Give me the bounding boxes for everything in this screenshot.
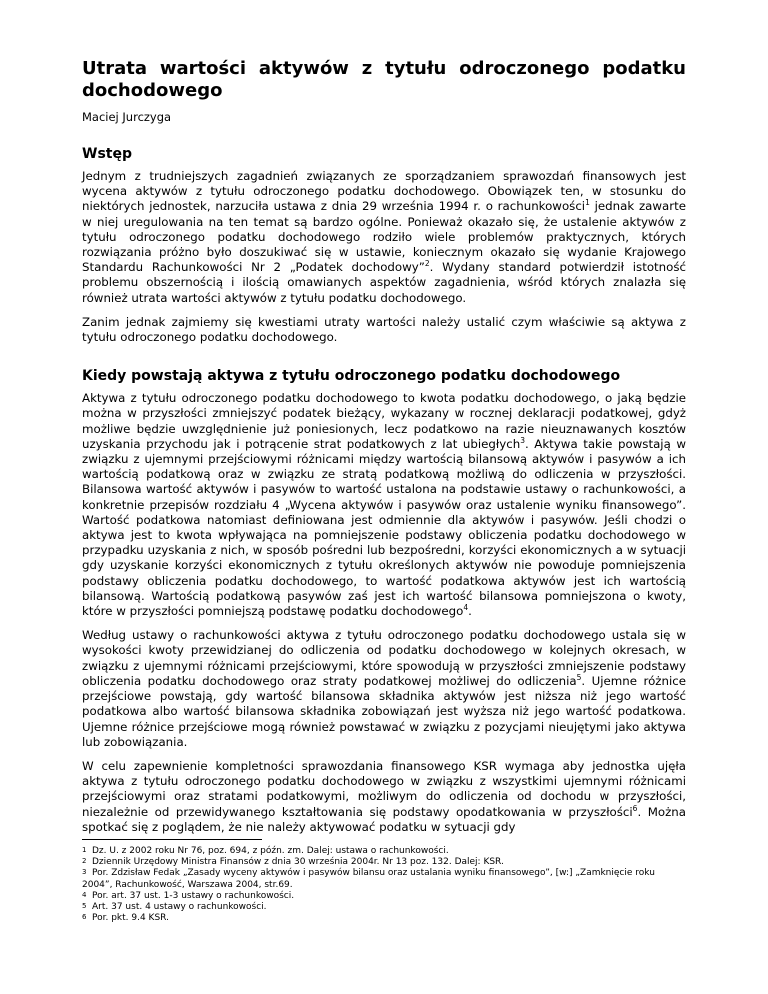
footnote-item: 1 Dz. U. z 2002 roku Nr 76, poz. 694, z późn. zm. Dalej: ustawa o rachunkowości.: [82, 845, 449, 856]
document-title: Utrata wartości aktywów z tytułu odroczonego podatku dochodowego: [82, 58, 686, 101]
footnote-item: 3 Por. Zdzisław Fedak „Zasady wyceny aktywów i pasywów bilansu oraz ustalania wyniku finansowego”, [w:] „Zamknięcie roku 2004”, Rachunkowość, Warszawa 2004, str.69.: [82, 868, 655, 890]
section-heading-deferred-tax-assets: Kiedy powstają aktywa z tytułu odroczonego podatku dochodowego: [82, 368, 621, 385]
footnote-item: 5 Art. 37 ust. 4 ustawy o rachunkowości.: [82, 901, 267, 912]
section2-paragraph-3: W celu zapewnienie kompletności sprawozdania finansowego KSR wymaga aby jednostka ujęła aktywa z tytułu odroczonego podatku dochodowego w związku z wszystkimi ujemnymi różnicami przejściowymi oraz stratami podatkowymi, możliwym do odliczenia od dochodu w przyszłości, niezależnie od przewidywanego kształtowania się podstawy opodatkowania w przyszłości$^6$. Można spotkać się z poglądem, że nie należy aktywować podatku w sytuacji gdy: [82, 758, 686, 834]
footnote-separator: [82, 839, 262, 840]
intro-paragraph-1: Jednym z trudniejszych zagadnień związanych ze sporządzaniem sprawozdań finansowych jest wycena aktywów z tytułu odroczonego podatku dochodowego. Obowiązek ten, w stosunku do niektórych jednostek, narzuciła ustawa z dnia 29 września 1994 r. o rachunkowości$^1$ jednak zawarte w niej uregulowania na ten temat są bardzo ogólne. Ponieważ okazało się, że ustalenie aktywów z tytułu odroczonego podatku dochodowego rodziło wiele problemów praktycznych, których rozwiązania próżno było doszukiwać się w ustawie, koniecznym okazało się wydanie Krajowego Standardu Rachunkowości Nr 2 „Podatek dochodowy”$^2$. Wydany standard potwierdził istotność problemu obszernością i ilością omawianych aspektów zagadnienia, wśród których znalazła się również utrata wartości aktywów z tytułu podatku dochodowego.: [82, 169, 686, 305]
footnote-ref-1[interactable]: 1: [585, 198, 590, 208]
document-page: [82, 58, 686, 924]
footnote-item: 6 Por. pkt. 9.4 KSR.: [82, 913, 169, 924]
author-name: Maciej Jurczyga: [82, 110, 172, 124]
intro-paragraph-2: Zanim jednak zajmiemy się kwestiami utraty wartości należy ustalić czym właściwie są aktywa z tytułu odroczonego podatku dochodowego.: [82, 314, 686, 345]
footnote-ref-5[interactable]: 5: [576, 672, 582, 682]
section2-paragraph-2: Według ustawy o rachunkowości aktywa z tytułu odroczonego podatku dochodowego ustala się w wysokości kwoty przewidzianej do odliczenia od podatku dochodowego w kolejnych okresach, w związku z ujemnymi różnicami przejściowymi, które spowodują w przyszłości zmniejszenie podstawy obliczenia podatku dochodowego oraz straty podatkowej możliwej do odliczenia$^5$. Ujemne różnice przejściowe powstają, gdy wartość bilansowa składnika aktywów jest niższa niż jego wartość podatkowa albo wartość bilansowa składnika zobowiązań jest wyższa niż jego wartość podatkowa. Ujemne różnice przejściowe mogą również powstawać w związku z pozycjami nieujętymi jako aktywa lub zobowiązania.: [82, 628, 686, 749]
footnotes: [82, 846, 686, 924]
footnote-ref-4[interactable]: 4: [463, 603, 469, 613]
section2-paragraph-1: Aktywa z tytułu odroczonego podatku dochodowego to kwota podatku dochodowego, o jaką będzie można w przyszłości zmniejszyć podatek bieżący, wykazany w rocznej deklaracji podatkowej, gdyż możliwe będzie uwzględnienie już poniesionych, lecz podatkowo na razie nieuznawanych kosztów uzyskania przychodu jak i potrącenie strat podatkowych z lat ubiegłych$^3$. Aktywa takie powstają w związku z ujemnymi przejściowymi różnicami między wartością bilansową aktywów i pasywów a ich wartością podatkową oraz w związku ze stratą podatkową możliwą do odliczenia w przyszłości. Bilansowa wartość aktywów i pasywów to wartość ustalona na podstawie ustawy o rachunkowości, a konkretnie przepisów rozdziału 4 „Wycena aktywów i pasywów oraz ustalenie wyniku finansowego”. Wartość podatkowa natomiast definiowana jest odmiennie dla aktywów i pasywów. Jeśli chodzi o aktywa jest to kwota wpływająca na pomniejszenie podstawy obliczenia podatku dochodowego w przypadku uzyskania z nich, w sposób pośredni lub bezpośredni, korzyści ekonomicznych a w sytuacji gdy uzyskanie korzyści ekonomicznych z tytułu określonych aktywów nie powoduje pomniejszenia podstawy obliczenia podatku dochodowego, to wartość podatkowa aktywów jest ich wartością bilansową. Wartością podatkową pasywów zaś jest ich wartość bilansowa pomniejszona o kwoty, które w przyszłości pomniejszą podstawę podatku dochodowego$^4$.: [82, 391, 686, 619]
footnote-item: 2 Dziennik Urzędowy Ministra Finansów z dnia 30 września 2004r. Nr 13 poz. 132. Dalej: KSR.: [82, 857, 504, 868]
section-heading-intro: Wstęp: [82, 146, 132, 162]
footnote-ref-3[interactable]: 3: [520, 435, 525, 445]
footnote-ref-2[interactable]: 2: [424, 259, 430, 269]
footnote-ref-6[interactable]: 6: [632, 803, 638, 813]
footnote-item: 4 Por. art. 37 ust. 1-3 ustawy o rachunkowości.: [82, 890, 295, 901]
